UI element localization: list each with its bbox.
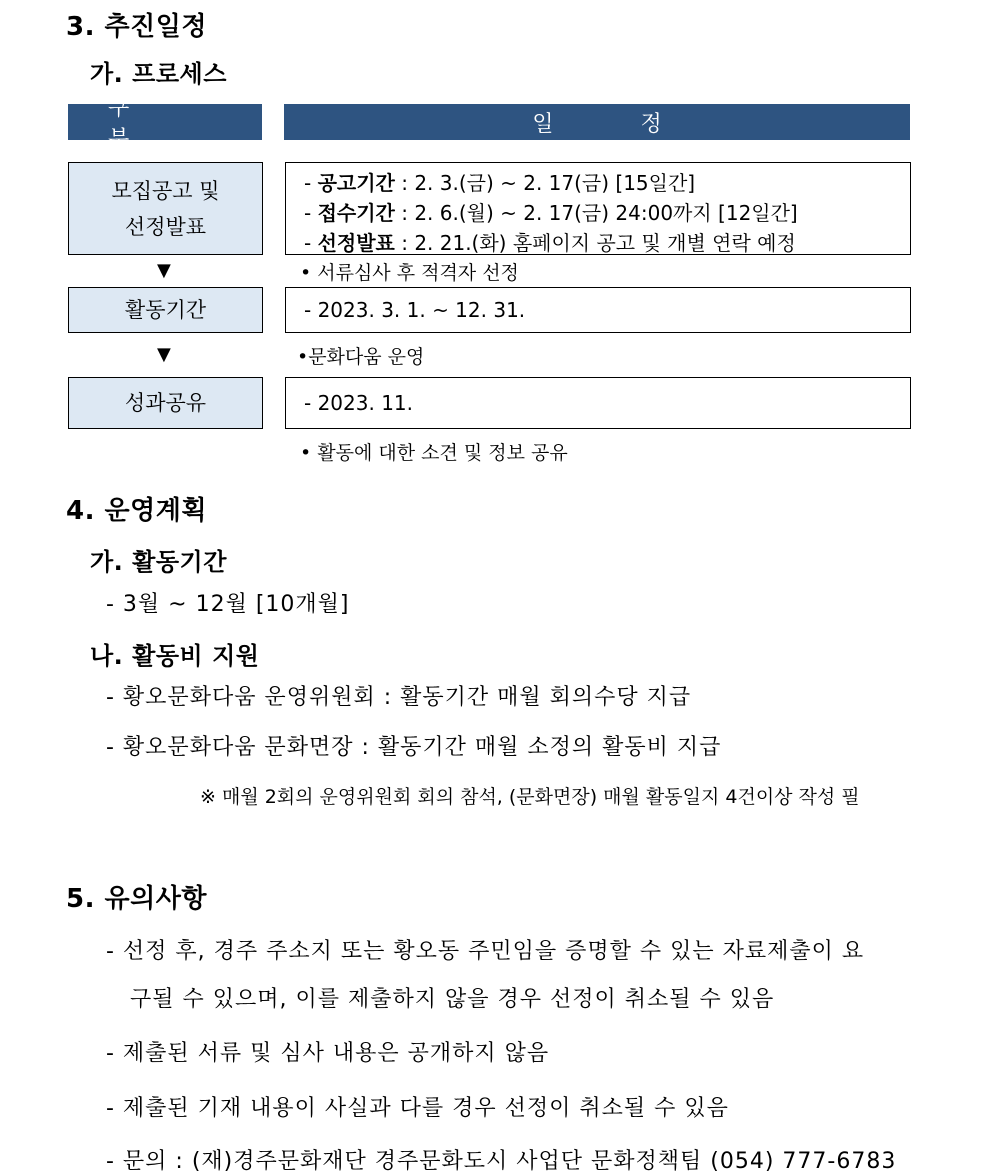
notice-line: - 제출된 기재 내용이 사실과 다를 경우 선정이 취소될 수 있음 (106, 1096, 729, 1121)
notice-line: 구될 수 있으며, 이를 제출하지 않을 경우 선정이 취소될 수 있음 (130, 987, 775, 1012)
row-activity-note: •문화다움 운영 (297, 346, 425, 368)
row-recruit-label-line2: 선정발표 (124, 214, 207, 239)
section5-title: 5. 유의사항 (66, 884, 207, 914)
activity-fund-line: - 황오문화다움 문화면장 : 활동기간 매월 소정의 활동비 지급 (106, 735, 722, 760)
down-arrow-icon: ▼ (157, 344, 171, 365)
row-recruit-label (68, 162, 263, 255)
schedule-line: - 2023. 3. 1. ~ 12. 31. (304, 298, 526, 322)
activity-fund-note: ※ 매월 2회의 운영위원회 회의 참석, (문화면장) 매월 활동일지 4건이상 작성 필 (200, 786, 860, 808)
row-share-note: • 활동에 대한 소견 및 정보 공유 (300, 442, 568, 464)
row-activity-label-text: 활동기간 (124, 298, 207, 322)
row-share-schedule (285, 377, 911, 429)
schedule-line: - 선정발표 : 2. 21.(화) 홈페이지 공고 및 개별 연락 예정 (304, 231, 796, 255)
section3-title: 3. 추진일정 (66, 12, 207, 42)
activity-fund-line: - 황오문화다움 운영위원회 : 활동기간 매월 회의수당 지급 (106, 685, 692, 710)
contact-line: - 문의 : (재)경주문화재단 경주문화도시 사업단 문화정책팀 (054) 777-6783 (106, 1149, 897, 1174)
notice-line: - 제출된 서류 및 심사 내용은 공개하지 않음 (106, 1041, 550, 1066)
row-recruit-note: • 서류심사 후 적격자 선정 (300, 262, 519, 284)
row-share-label-text: 성과공유 (124, 391, 207, 415)
row-share-label (68, 377, 263, 429)
activity-period-title: 가. 활동기간 (90, 548, 227, 576)
row-activity-schedule (285, 287, 911, 333)
schedule-line: - 2023. 11. (304, 391, 413, 415)
header-category: 구 분 (68, 104, 262, 140)
activity-period-line: - 3월 ~ 12월 [10개월] (106, 592, 350, 617)
activity-fund-title: 나. 활동비 지원 (90, 642, 260, 670)
section3-subtitle: 가. 프로세스 (90, 60, 227, 88)
notice-line: - 선정 후, 경주 주소지 또는 황오동 주민임을 증명할 수 있는 자료제출이 요 (106, 939, 865, 964)
schedule-line: - 공고기간 : 2. 3.(금) ~ 2. 17(금) [15일간] (304, 171, 696, 195)
row-recruit-schedule (285, 162, 911, 255)
row-activity-label (68, 287, 263, 333)
down-arrow-icon: ▼ (157, 260, 171, 281)
header-schedule: 일 정 (284, 104, 910, 140)
row-recruit-label-line1: 모집공고 및 (111, 178, 220, 203)
schedule-line: - 접수기간 : 2. 6.(월) ~ 2. 17(금) 24:00까지 [12일간] (304, 201, 798, 225)
section4-title: 4. 운영계획 (66, 496, 207, 526)
